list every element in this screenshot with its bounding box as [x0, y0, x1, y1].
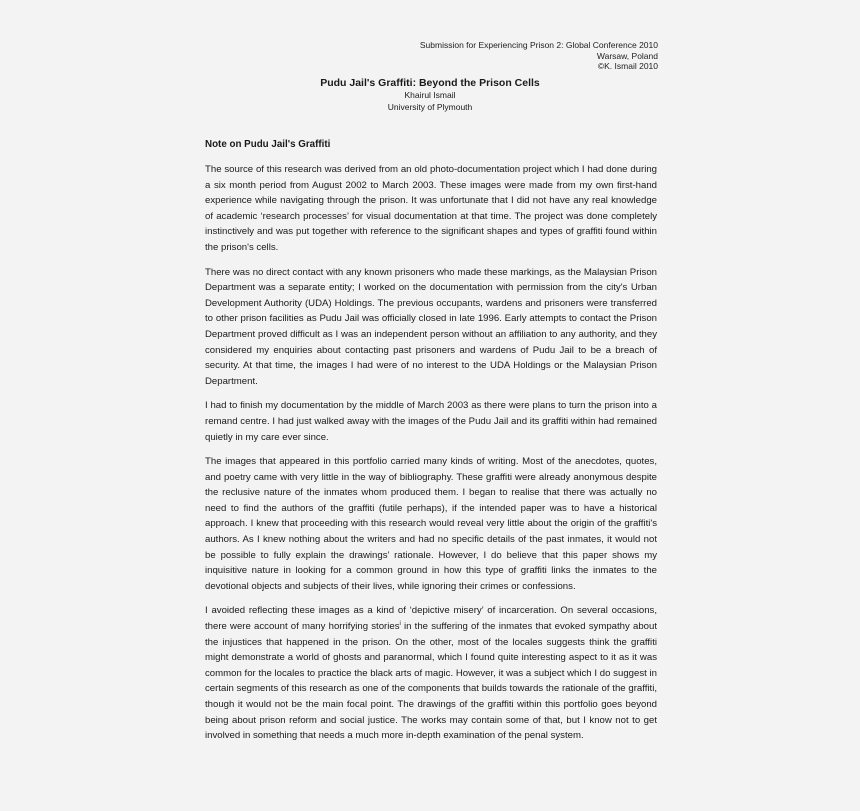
header-location: Warsaw, Poland: [596, 50, 658, 61]
section-heading: Note on Pudu Jail's Graffiti: [205, 139, 331, 150]
header-copyright: ©K. Ismail 2010: [597, 61, 658, 71]
submission-header: [358, 40, 658, 72]
endnote-marker[interactable]: i: [399, 620, 401, 627]
paper-title: Pudu Jail's Graffiti: Beyond the Prison Cells: [320, 77, 540, 89]
author-affiliation: University of Plymouth: [387, 101, 473, 112]
paragraph: The images that appeared in this portfolio carried many kinds of writing. Most of the anecdotes, quotes, and poetry came with very little in the way of bibliography. These graffiti were already anonymous despite the reclusive nature of the inmates whom produced them. I began to realise that there was actually no need to find the authors of the graffiti (futile perhaps), if the intended paper was to have a historical approach. I knew that proceeding with this research would reveal very little about the origin of the graffiti's authors. As I knew nothing about the writers and had no specific details of the past inmates, it would not be possible to fully explain the drawings’ rationale. However, I do believe that this paper shows my inquisitive nature in looking for a common ground in how this type of graffiti links the inmates to the devotional objects and subjects of their lives, while ignoring their crimes or confessions.: [205, 456, 657, 592]
title-block: [0, 77, 860, 113]
header-conference: Submission for Experiencing Prison 2: Global Conference 2010: [419, 40, 658, 50]
paragraph: The source of this research was derived from an old photo-documentation project which I had done during a six month period from August 2002 to March 2003. These images were made from my own first-hand experience while navigating through the prison. It was unfortunate that I did not have any real knowledge of academic ‘research processes’ for visual documentation at that time. The project was done completely instinctively and was put together with reference to the significant shapes and types of graffiti found within the prison's cells.: [205, 164, 657, 253]
author-name: Khairul Ismail: [404, 90, 456, 100]
paragraph: I had to finish my documentation by the middle of March 2003 as there were plans to turn the prison into a remand centre. I had just walked away with the images of the Pudu Jail and its graffiti within had remained quietly in my care ever since.: [205, 400, 657, 443]
paragraph-text: in the suffering of the inmates that evoked sympathy about the injustices that happened in the prison. On the other, most of the locales suggests think the graffiti might demonstrate a world of ghosts and paranormal, which I found quite interesting aspect to it as it was common for the locales to practice the black arts of magic. However, it was a subject which I do suggest in certain segments of this research as one of the components that builds towards the rationale of the graffiti, though it would not be the main focal point. The drawings of the graffiti within this portfolio goes beyond being about prison reform and social justice. The works may contain some of that, but I know not to get involved in something that needs a much more in-depth examination of the penal system.: [205, 621, 657, 742]
paragraph: [205, 603, 657, 743]
paragraph: There was no direct contact with any known prisoners who made these markings, as the Malaysian Prison Department was a separate entity; I worked on the documentation with permission from the city's Urban Development Authority (UDA) Holdings. The previous occupants, wardens and prisoners were transferred to other prison facilities as Pudu Jail was officially closed in late 1996. Early attempts to contact the Prison Department proved difficult as I was an independent person without an affiliation to any authority, and they considered my enquiries about contacting past prisoners and wardens of Pudu Jail to be a breach of security. At that time, the images I had were of no interest to the UDA Holdings or the Malaysian Prison Department.: [205, 266, 657, 387]
document-body: [205, 138, 657, 753]
paragraph-text: I avoided reflecting these images as a kind of ‘depictive misery’ of incarceration. On several occasions, there were account of many horrifying stories: [205, 605, 657, 633]
